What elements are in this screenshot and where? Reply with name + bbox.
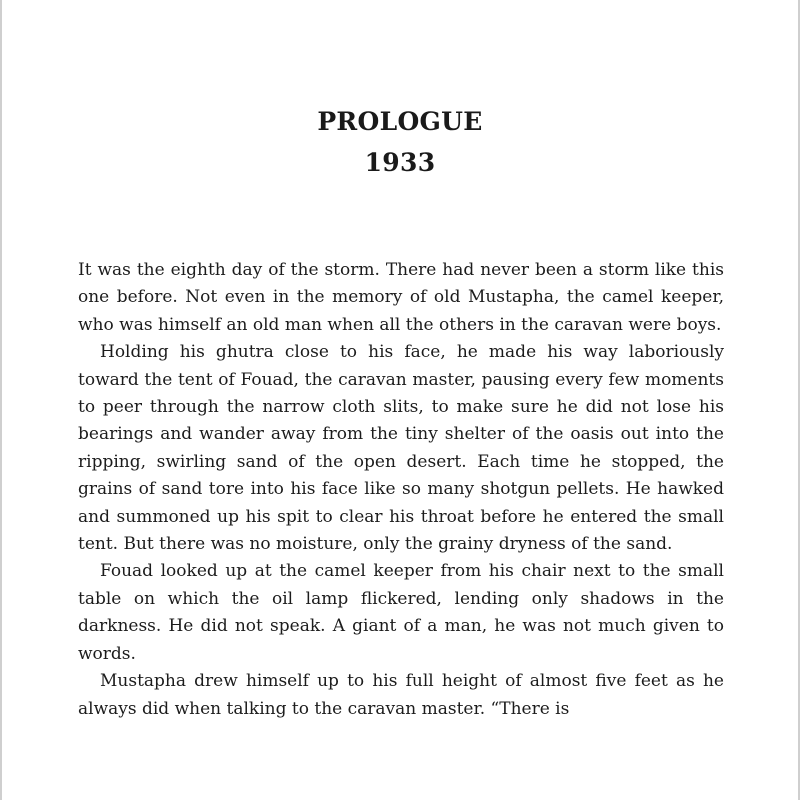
chapter-title: PROLOGUE [317, 107, 483, 136]
paragraph: It was the eighth day of the storm. There had never been a storm like this one before. Not even in the memory of old Mustapha, the camel keeper, who was himself an old man when all the others in the caravan were boys. [78, 260, 724, 335]
chapter-year: 1933 [364, 148, 436, 177]
paragraph: Holding his ghutra close to his face, he made his way laboriously toward the tent of Fouad, the caravan master, pausing every few moments to peer through the narrow cloth slits, to make sure he did not lose his bearings and wander away from the tiny shelter of the oasis out into the ripping, swirling sand of the open desert. Each time he stopped, the grains of sand tore into his face like so many shotgun pellets. He hawked and summoned up his spit to clear his throat before he entered the small tent. But there was no moisture, only the grainy dryness of the sand. [78, 342, 724, 555]
paragraph: Mustapha drew himself up to his full height of almost five feet as he always did when talking to the caravan master. “There is [78, 671, 724, 719]
paragraph: Fouad looked up at the camel keeper from his chair next to the small table on which the oil lamp flickered, lending only shadows in the darkness. He did not speak. A giant of a man, he was not much given to words. [78, 561, 724, 664]
chapter-body [78, 257, 724, 723]
